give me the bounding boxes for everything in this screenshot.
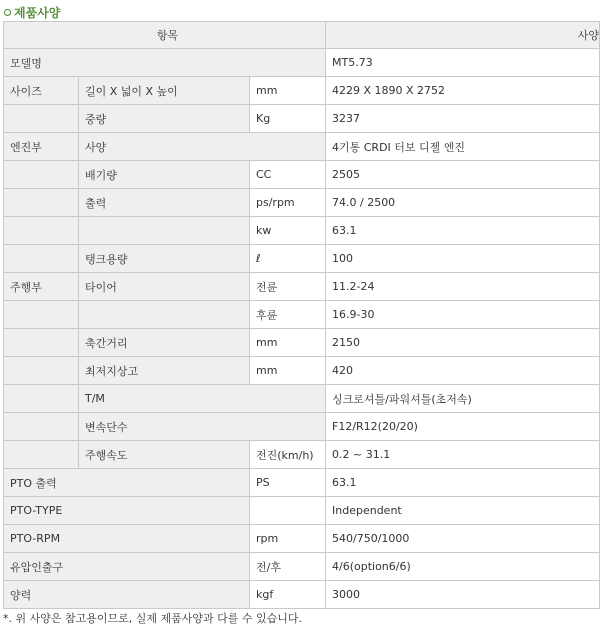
table-row (4, 553, 600, 581)
row-label: 양력 (4, 581, 250, 609)
table-row (4, 497, 600, 525)
row-unit: CC (250, 161, 326, 189)
table-row (4, 161, 600, 189)
row-label: 주행속도 (79, 441, 250, 469)
spec-table (3, 21, 600, 609)
circle-bullet-icon (4, 9, 11, 16)
row-value: 63.1 (326, 217, 600, 245)
row-unit: rpm (250, 525, 326, 553)
table-row (4, 413, 600, 441)
table-row (4, 357, 600, 385)
row-value: F12/R12(20/20) (326, 413, 600, 441)
row-label-empty (79, 217, 250, 245)
row-value: 2150 (326, 329, 600, 357)
row-unit: ps/rpm (250, 189, 326, 217)
row-group-empty (4, 189, 79, 217)
row-value: 4기통 CRDI 터보 디젤 엔진 (326, 133, 600, 161)
row-value: 3237 (326, 105, 600, 133)
row-value: MT5.73 (326, 49, 600, 77)
row-unit: mm (250, 329, 326, 357)
table-row (4, 49, 600, 77)
table-row (4, 273, 600, 301)
row-value: 4/6(option6/6) (326, 553, 600, 581)
table-row (4, 329, 600, 357)
row-group: 엔진부 (4, 133, 79, 161)
row-unit: PS (250, 469, 326, 497)
row-label: T/M (79, 385, 326, 413)
row-value: 16.9-30 (326, 301, 600, 329)
row-unit: ℓ (250, 245, 326, 273)
row-group-empty (4, 413, 79, 441)
row-unit: 전/후 (250, 553, 326, 581)
header-item: 항목 (4, 22, 326, 49)
table-header-row (4, 22, 600, 49)
row-group-empty (4, 357, 79, 385)
row-value: 4229 X 1890 X 2752 (326, 77, 600, 105)
row-unit: 후륜 (250, 301, 326, 329)
row-label: 유압인출구 (4, 553, 250, 581)
row-label: 배기량 (79, 161, 250, 189)
row-value: 11.2-24 (326, 273, 600, 301)
table-row (4, 245, 600, 273)
row-value: 420 (326, 357, 600, 385)
row-label: PTO 출력 (4, 469, 250, 497)
footnote: *. 위 사양은 참고용이므로, 실제 제품사양과 다를 수 있습니다. (3, 612, 302, 625)
table-row (4, 385, 600, 413)
table-row (4, 189, 600, 217)
row-label: 사양 (79, 133, 326, 161)
row-label: 축간거리 (79, 329, 250, 357)
row-group: 주행부 (4, 273, 79, 301)
row-label: 중량 (79, 105, 250, 133)
row-group-empty (4, 441, 79, 469)
row-unit-empty (250, 497, 326, 525)
row-value: 0.2 ~ 31.1 (326, 441, 600, 469)
row-label: 모델명 (4, 49, 326, 77)
row-unit: Kg (250, 105, 326, 133)
row-group-empty (4, 301, 79, 329)
row-value: 63.1 (326, 469, 600, 497)
row-group-empty (4, 105, 79, 133)
row-group-empty (4, 329, 79, 357)
table-row (4, 581, 600, 609)
table-row (4, 105, 600, 133)
row-unit: 전진(km/h) (250, 441, 326, 469)
row-unit: mm (250, 77, 326, 105)
row-label: PTO-RPM (4, 525, 250, 553)
row-group-empty (4, 385, 79, 413)
header-spec: 사양 (326, 22, 600, 49)
row-label: 타이어 (79, 273, 250, 301)
row-unit: kgf (250, 581, 326, 609)
table-row (4, 77, 600, 105)
row-unit: mm (250, 357, 326, 385)
row-group-empty (4, 217, 79, 245)
row-label: 최저지상고 (79, 357, 250, 385)
row-label: 길이 X 넓이 X 높이 (79, 77, 250, 105)
table-row (4, 217, 600, 245)
row-value: 540/750/1000 (326, 525, 600, 553)
row-label: 변속단수 (79, 413, 326, 441)
table-row (4, 441, 600, 469)
row-value: 100 (326, 245, 600, 273)
row-group: 사이즈 (4, 77, 79, 105)
row-value: 2505 (326, 161, 600, 189)
row-group-empty (4, 161, 79, 189)
row-value: 싱크로셔틀/파워셔틀(초저속) (326, 385, 600, 413)
row-value: 3000 (326, 581, 600, 609)
row-group-empty (4, 245, 79, 273)
table-row (4, 133, 600, 161)
table-row (4, 301, 600, 329)
table-row (4, 469, 600, 497)
row-value: 74.0 / 2500 (326, 189, 600, 217)
row-label: 출력 (79, 189, 250, 217)
section-title (4, 3, 60, 21)
table-row (4, 525, 600, 553)
row-label: PTO-TYPE (4, 497, 250, 525)
row-value: Independent (326, 497, 600, 525)
row-unit: 전륜 (250, 273, 326, 301)
row-label: 탱크용량 (79, 245, 250, 273)
row-unit: kw (250, 217, 326, 245)
section-title-text: 제품사양 (14, 5, 61, 20)
row-label-empty (79, 301, 250, 329)
